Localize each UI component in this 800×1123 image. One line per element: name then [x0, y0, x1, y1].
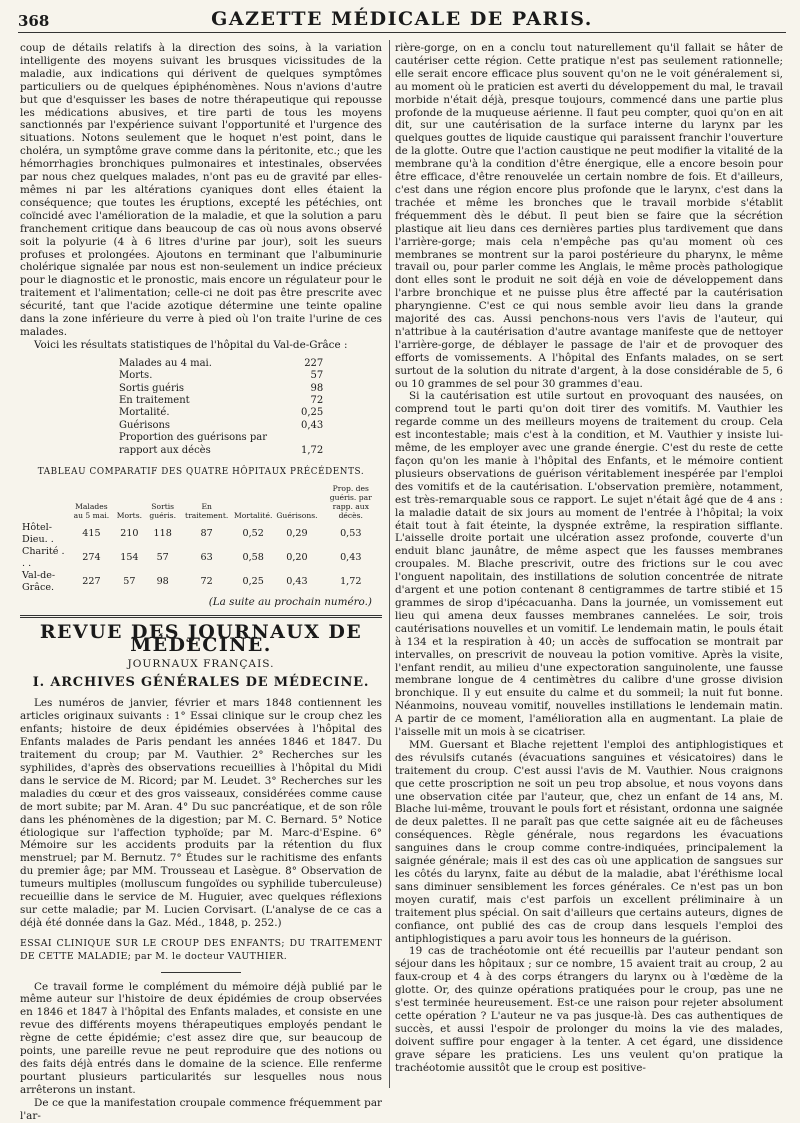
stats-label: Mortalité. — [119, 407, 170, 419]
section-heading: REVUE DES JOURNAUX DE MÉDECINE. — [39, 620, 363, 656]
table-cell: 0,43 — [286, 575, 308, 587]
table-cell: 1,72 — [340, 575, 362, 587]
table-cell: 227 — [82, 575, 101, 587]
val-de-grace-stats — [115, 358, 327, 457]
stats-value — [271, 432, 327, 444]
stats-label: Guérisons — [119, 419, 171, 431]
article-paragraph: MM. Guersant et Blache rejettent l'emploi des antiphlogistiques et des révulsifs cutanés (évacuations sanguines et vésicatoires) dans le traitement du croup. C'est aussi l'avis de M. Vauthier. Nous craignons que cette proscription ne soit un peu trop absolue, et nous voyons dans une observation citée par l'auteur, que, chez un enfant de 14 ans, M. Blache lui-même, trouvant le pouls fort et résistant, ordonna une saignée de deux palettes. Il ne paraît pas que cette saignée ait eu de fâcheuses conséquences. Règle générale, nous regardons les évacuations sanguines dans le croup comme contre-indiquées, principalement la saignée générale; mais il est des cas où une application de sangsues sur les côtés du larynx, faite au début de la maladie, abat l'éréthisme local sans diminuer sensiblement les forces générales. Ce n'est pas un bon moyen curatif, mais c'est parfois un excellent préliminaire à un traitement plus spécial. On sait d'ailleurs que certains auteurs, dignes de confiance, ont publié des cas de croup dans lesquels l'emploi des antiphlogistiques a paru avoir tous les honneurs de la guérison. — [395, 738, 783, 945]
table-cell: 0,58 — [242, 551, 264, 563]
stats-row — [115, 407, 327, 419]
table-cell: 0,20 — [286, 551, 308, 563]
table-cell: Val-de-Grâce. — [22, 569, 56, 593]
subsection-heading: JOURNAUX FRANÇAIS. — [127, 657, 275, 670]
table-row — [20, 546, 382, 570]
archives-heading: I. ARCHIVES GÉNÉRALES DE MÉDECINE. — [32, 674, 370, 690]
article-paragraph: Ce travail forme le complément du mémoire déjà publié par le même auteur sur l'histoire de deux épidémies de croup observées en 1846 et 1847 à l'hôpital des Enfants malades, et consiste en une revue des différents moyens thérapeutiques employés pendant le règne de cette épidémie; c'est assez dire que, sur beaucoup de points, une pareille revue ne peut reproduire que des notions ou des faits déjà entrés dans le domaine de la science. Elle renferme pourtant plusieurs particularités sur lesquelles nous nous arrêterons un instant. — [20, 980, 382, 1096]
table-header: Guérisons. — [276, 510, 318, 520]
table-cell: 274 — [82, 551, 101, 563]
table-row — [20, 522, 382, 546]
stats-label: Malades au 4 mai. — [119, 357, 212, 369]
stats-value: 57 — [310, 370, 324, 382]
stats-row — [115, 445, 327, 457]
stats-value: 72 — [310, 394, 324, 406]
stats-label: Proportion des guérisons par — [119, 432, 268, 444]
table-header — [20, 484, 68, 522]
table-cell: 0,53 — [340, 527, 362, 539]
continued-note: (La suite au prochain numéro.) — [208, 595, 372, 608]
table-cell: 0,43 — [340, 551, 362, 563]
stats-label: rapport aux décès — [119, 444, 211, 456]
page-header — [18, 8, 786, 33]
stats-intro: Voici les résultats statistiques de l'hôpital du Val-de-Grâce : — [34, 338, 348, 351]
stats-row — [115, 370, 327, 382]
stats-value: 98 — [310, 382, 324, 394]
right-column — [395, 42, 783, 1087]
table-cell: 154 — [120, 551, 139, 563]
stats-value: 227 — [304, 357, 324, 369]
divider — [20, 617, 382, 618]
table-header: Malades au 5 mai. — [73, 501, 110, 520]
article-title: ESSAI CLINIQUE SUR LE CROUP DES ENFANTS; DU TRAITEMENT DE CETTE MALADIE; par M. le docteur VAUTHIER. — [20, 937, 382, 962]
stats-value: 0,25 — [301, 407, 324, 419]
table-header: En traitement. — [185, 501, 229, 520]
stats-row — [115, 358, 327, 370]
stats-label: Morts. — [119, 370, 153, 382]
stats-value: 1,72 — [301, 444, 324, 456]
stats-row — [115, 420, 327, 432]
table-header: Prop. des guéris. par rapp. aux décès. — [329, 483, 372, 520]
comparison-table-title: TABLEAU COMPARATIF DES QUATRE HÔPITAUX PRÉCÉDENTS. — [37, 467, 365, 477]
stats-label: En traitement — [119, 394, 190, 406]
table-cell: 57 — [156, 551, 169, 563]
divider — [161, 972, 241, 973]
table-header: Sortis guéris. — [149, 501, 176, 520]
article-paragraph: rière-gorge, on en a conclu tout naturellement qu'il fallait se hâter de cautériser cette région. Cette pratique n'est pas seulement rationnelle; elle serait encore efficace plus souvent qu'on ne le voit généralement si, au moment où le praticien est averti du développement du mal, le travail morbide n'était déjà, presque toujours, commencé dans une partie plus profonde de la muqueuse aérienne. Il faut peu compter, quoi qu'on en ait dit, sur une cautérisation de la surface interne du larynx par les quelques gouttes de liquide caustique qui paraissent franchir l'ouverture de la glotte. Outre que l'action caustique ne peut modifier la vitalité de la membrane qu'à la condition d'être énergique, elle a encore besoin pour être efficace, d'être renouvelée un certain nombre de fois. Et d'ailleurs, c'est dans une région encore plus profonde que le larynx, c'est dans la trachée et même les bronches que le travail morbide s'établit fréquemment dès le début. Il peut bien se faire que la sécrétion plastique ait lieu dans ces dernières parties plus tardivement que dans l'arrière-gorge; mais cela n'empêche pas qu'au moment où ces membranes se montrent sur la paroi postérieure du pharynx, le même travail ou, pour parler comme les Anglais, le même procès pathologique dont elles sont le produit ne soit déjà en voie de développement dans l'arbre bronchique et ne puisse plus être affecté par la cautérisation pharyngienne. C'est ce qui nous semble avoir lieu dans la grande majorité des cas. Aussi penchons-nous vers l'avis de l'auteur, qui n'attribue à la cautérisation d'autre avantage manifeste que de nettoyer l'arrière-gorge, de déblayer le passage de l'air et de provoquer des efforts de vomissements. A l'hôpital des Enfants malades, on se sert surtout de la solution du nitrate d'argent, à la dose considérable de 5, 6 ou 10 grammes de sel pour 30 grammes d'eau. — [395, 42, 783, 390]
page-number: 368 — [18, 12, 50, 30]
archives-summary: Les numéros de janvier, février et mars 1848 contiennent les articles originaux suivants : 1° Essai clinique sur le croup chez les enfants; histoire de deux épidémies observées à l'hôpital des Enfants malades de Paris pendant les années 1846 et 1847. Du traitement du croup; par M. Vauthier. 2° Recherches sur les syphilides, d'après des observations recueillies à l'hôpital du Midi dans le service de M. Ricord; par M. Leudet. 3° Recherches sur les maladies du cœur et des gros vaisseaux, considérées comme cause de mort subite; par M. Aran. 4° Du suc pancréatique, et de son rôle dans les phénomènes de la digestion; par M. C. Bernard. 5° Notice étiologique sur l'affection typhoïde; par M. Marc-d'Espine. 6° Mémoire sur les accidents produits par la rétention du flux menstruel; par M. Bernutz. 7° Études sur le rachitisme des enfants du premier âge; par MM. Trousseau et Lasègue. 8° Observation de tumeurs multiples (molluscum fungoïdes ou syphilide tuberculeuse) recueillie dans le service de M. Huguier, avec quelques réflexions sur cette maladie; par M. Lucien Corvisart. (L'analyse de ce cas a déjà été donnée dans la Gaz. Méd., 1848, p. 252.) — [20, 697, 382, 929]
table-row — [20, 570, 382, 594]
running-title: GAZETTE MÉDICALE DE PARIS. — [211, 8, 593, 30]
table-cell: 98 — [156, 575, 169, 587]
stats-row — [115, 383, 327, 395]
left-column — [20, 42, 382, 1122]
table-cell: 72 — [200, 575, 213, 587]
cholera-paragraph: coup de détails relatifs à la direction des soins, à la variation intelligente des moyens suivant les brusques vicissitudes de la maladie, aux indications qui dérivent de quelques symptômes particuliers ou de quelques épiphénomènes. Nous n'avions d'autre but que d'esquisser les bases de notre thérapeutique qui repousse les médications abusives, et tire parti de tous les moyens sanctionnés par l'expérience suivant l'opportunité et l'urgence des situations. Notons seulement que le hoquet n'est point, dans le choléra, un symptôme grave comme dans la péritonite, etc.; que les hémorrhagies bronchiques pulmonaires et intestinales, observées par nous chez quelques malades, n'ont pas eu de gravité par elles-mêmes ni par les altérations cyaniques dont elles étaient la conséquence; que toutes les éruptions, excepté les pétéchies, ont coïncidé avec l'amélioration de la maladie, et que la solution a paru franchement critique dans beaucoup de cas où nous avons observé soit la polyurie (4 à 6 litres d'urine par jour), soit les sueurs profuses et prolongées. Ajoutons en terminant que l'albuminurie cholérique signalée par nous est non-seulement un indice précieux pour le diagnostic et le pronostic, mais encore un régulateur pour le traitement et l'alimentation; celle-ci ne doit pas être prescrite avec sécurité, tant que l'acide azotique détermine une teinte opaline dans la zone inférieure du verre à pied où l'on traite l'urine de ces malades. — [20, 42, 382, 338]
table-cell: 63 — [200, 551, 213, 563]
article-paragraph: De ce que la manifestation croupale commence fréquemment par l'ar- — [20, 1096, 382, 1122]
divider — [20, 615, 382, 616]
table-header: Morts. — [116, 510, 143, 520]
table-cell: 0,52 — [242, 527, 264, 539]
stats-label: Sortis guéris — [119, 382, 185, 394]
comparison-table — [20, 484, 382, 594]
article-paragraph: 19 cas de trachéotomie ont été recueillis par l'auteur pendant son séjour dans les hôpitaux ; sur ce nombre, 15 avaient trait au croup, 2 au faux-croup et 4 à des corps étrangers du larynx ou à l'œdème de la glotte. Or, des quinze opérations pratiquées pour le croup, pas une ne s'est terminée heureusement. Est-ce une raison pour rejeter absolument cette opération ? L'auteur ne va pas jusque-là. Des cas authentiques de succès, et aussi l'espoir de prolonger du moins la vie des malades, doivent suffire pour engager à la tenter. A cet égard, une dissidence grave sépare les praticiens. Les uns veulent qu'on pratique la trachéotomie aussitôt que le croup est positive- — [395, 945, 783, 1074]
table-cell: 415 — [82, 527, 101, 539]
table-cell: 57 — [123, 575, 136, 587]
table-header: Mortalité. — [233, 510, 273, 520]
table-cell: Charité . . . — [22, 545, 65, 569]
stats-row — [115, 432, 327, 444]
stats-value: 0,43 — [301, 419, 324, 431]
table-cell: 0,29 — [286, 527, 308, 539]
table-cell: 118 — [153, 527, 172, 539]
column-rule — [389, 40, 390, 1088]
table-cell: 210 — [120, 527, 139, 539]
table-cell: 0,25 — [242, 575, 264, 587]
table-cell: Hôtel-Dieu. . — [22, 521, 54, 545]
article-paragraph: Si la cautérisation est utile surtout en provoquant des nausées, on comprend tout le parti qu'on doit tirer des vomitifs. M. Vauthier les regarde comme un des meilleurs moyens de traitement du croup. Cela est incontestable; mais c'est à la condition, et M. Vauthier y insiste lui-même, de les employer avec une grande énergie. C'est du reste de cette façon qu'on les manie à l'hôpital des Enfants, et le mémoire contient plusieurs observations de guérison véritablement inespérée par l'emploi des vomitifs et de la cautérisation. L'observation première, notamment, est très-remarquable sous ce rapport. Le sujet n'était âgé que de 4 ans : la maladie datait de six jours au moment de l'entrée à l'hôpital; la voix était tout à fait éteinte, la dyspnée extrême, la respiration sifflante. L'aisselle droite portait une ulcération assez profonde, couverte d'un enduit blanc jaunâtre, de même aspect que les fausses membranes croupales. M. Blache prescrivit, outre des frictions sur le cou avec l'onguent napolitain, des instillations de solution concentrée de nitrate d'argent et une potion contenant 8 centigrammes de tartre stibié et 15 grammes de sirop d'ipécacuanha. Dans la journée, un vomissement eut lieu qui amena deux fausses membranes cannelées. Le soir, trois cautérisations nouvelles et un vomitif. Le lendemain matin, le pouls était à 134 et la respiration à 40; un accès de suffocation se montrait par intervalles, on prescrivit de nouveau la potion vomitive. Après la visite, l'enfant rendit, au milieu d'une expectoration sanguinolente, une fausse membrane longue de 4 centimètres du calibre d'une grosse division bronchique. Il y eut ensuite du calme et du sommeil; la nuit fut bonne. Néanmoins, nouveau vomitif, nouvelles instillations le lendemain matin. A partir de ce moment, l'amélioration alla en augmentant. La plaie de l'aisselle mit un mois à se cicatriser. — [395, 390, 783, 739]
stats-row — [115, 395, 327, 407]
table-cell: 87 — [200, 527, 213, 539]
